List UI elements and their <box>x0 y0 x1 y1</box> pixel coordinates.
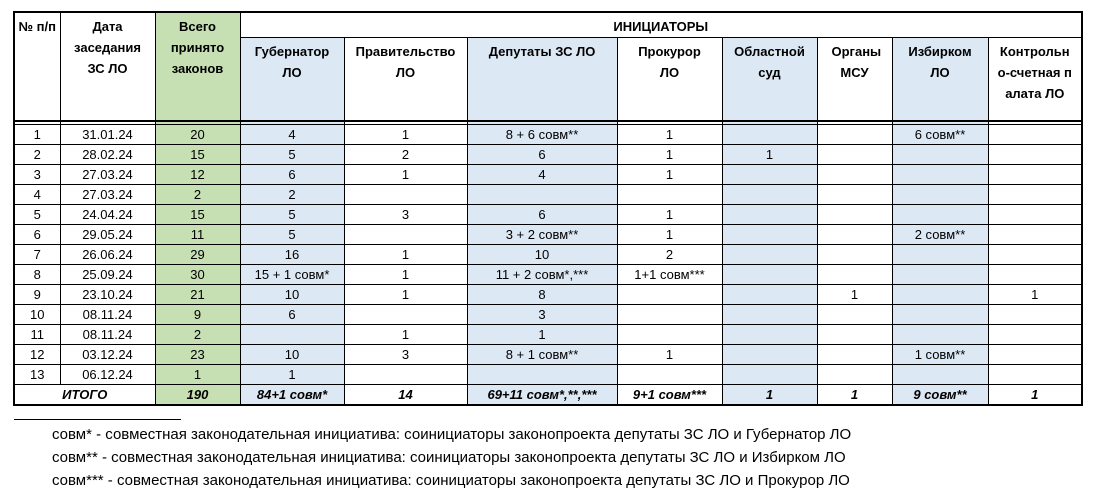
cell-court <box>722 205 817 225</box>
cell-msu <box>817 325 892 345</box>
cell-kspalata <box>988 365 1082 385</box>
cell-government <box>344 225 467 245</box>
cell-government <box>344 185 467 205</box>
cell-msu <box>817 205 892 225</box>
cell-court <box>722 265 817 285</box>
laws-table <box>13 11 1083 406</box>
cell-date: 08.11.24 <box>60 305 155 325</box>
cell-izbirkom <box>892 245 988 265</box>
cell-government <box>344 305 467 325</box>
cell-total: 2 <box>155 325 240 345</box>
cell-total: 30 <box>155 265 240 285</box>
cell-msu <box>817 185 892 205</box>
header-izbirkom: Избирком ЛО <box>892 38 988 122</box>
totals-deputies: 69+11 совм*,**,*** <box>467 385 617 406</box>
cell-prosecutor <box>617 185 722 205</box>
cell-court: 1 <box>722 145 817 165</box>
cell-kspalata <box>988 225 1082 245</box>
cell-court <box>722 125 817 145</box>
cell-date: 25.09.24 <box>60 265 155 285</box>
cell-date: 08.11.24 <box>60 325 155 345</box>
cell-deputies <box>467 365 617 385</box>
cell-num: 3 <box>14 165 60 185</box>
cell-izbirkom <box>892 205 988 225</box>
cell-governor: 15 + 1 совм* <box>240 265 344 285</box>
cell-government: 3 <box>344 345 467 365</box>
table-row <box>14 125 1082 145</box>
cell-kspalata <box>988 325 1082 345</box>
header-court: Областной суд <box>722 38 817 122</box>
cell-num: 4 <box>14 185 60 205</box>
header-kspalata: Контрольн о-счетная палата ЛО <box>988 38 1082 122</box>
cell-num: 9 <box>14 285 60 305</box>
totals-label: ИТОГО <box>14 385 155 406</box>
table-row <box>14 245 1082 265</box>
cell-num: 8 <box>14 265 60 285</box>
cell-governor: 6 <box>240 305 344 325</box>
cell-kspalata: 1 <box>988 285 1082 305</box>
cell-msu <box>817 265 892 285</box>
totals-kspalata: 1 <box>988 385 1082 406</box>
cell-izbirkom <box>892 365 988 385</box>
cell-prosecutor: 2 <box>617 245 722 265</box>
cell-izbirkom <box>892 265 988 285</box>
cell-governor: 6 <box>240 165 344 185</box>
table-row <box>14 285 1082 305</box>
table-row <box>14 165 1082 185</box>
cell-kspalata <box>988 125 1082 145</box>
table-row <box>14 265 1082 285</box>
totals-government: 14 <box>344 385 467 406</box>
header-governor: Губернатор ЛО <box>240 38 344 122</box>
cell-deputies: 6 <box>467 205 617 225</box>
cell-date: 03.12.24 <box>60 345 155 365</box>
header-date: Дата заседания ЗС ЛО <box>60 12 155 121</box>
cell-deputies: 1 <box>467 325 617 345</box>
cell-izbirkom <box>892 305 988 325</box>
cell-date: 24.04.24 <box>60 205 155 225</box>
cell-court <box>722 165 817 185</box>
header-initiators: ИНИЦИАТОРЫ <box>240 12 1082 38</box>
cell-num: 5 <box>14 205 60 225</box>
cell-izbirkom <box>892 325 988 345</box>
cell-court <box>722 305 817 325</box>
cell-num: 6 <box>14 225 60 245</box>
cell-deputies: 8 + 6 совм** <box>467 125 617 145</box>
table-row <box>14 205 1082 225</box>
cell-prosecutor <box>617 325 722 345</box>
cell-governor: 10 <box>240 345 344 365</box>
cell-msu <box>817 145 892 165</box>
cell-msu <box>817 165 892 185</box>
cell-total: 21 <box>155 285 240 305</box>
cell-total: 2 <box>155 185 240 205</box>
cell-deputies: 10 <box>467 245 617 265</box>
cell-court <box>722 245 817 265</box>
cell-prosecutor: 1+1 совм*** <box>617 265 722 285</box>
table-row <box>14 325 1082 345</box>
header-prosecutor: Прокурор ЛО <box>617 38 722 122</box>
totals-governor: 84+1 совм* <box>240 385 344 406</box>
cell-prosecutor: 1 <box>617 145 722 165</box>
cell-court <box>722 285 817 305</box>
cell-kspalata <box>988 265 1082 285</box>
cell-governor <box>240 325 344 345</box>
cell-deputies: 4 <box>467 165 617 185</box>
cell-date: 27.03.24 <box>60 165 155 185</box>
cell-kspalata <box>988 145 1082 165</box>
cell-num: 1 <box>14 125 60 145</box>
table-row <box>14 225 1082 245</box>
cell-governor: 5 <box>240 205 344 225</box>
cell-total: 29 <box>155 245 240 265</box>
cell-date: 23.10.24 <box>60 285 155 305</box>
cell-government: 3 <box>344 205 467 225</box>
footnote-2: совм** - совместная законодательная инициатива: соинициаторы законопроекта депутаты ЗС ЛО и Избирком ЛО <box>52 449 846 466</box>
cell-prosecutor: 1 <box>617 125 722 145</box>
header-msu: Органы МСУ <box>817 38 892 122</box>
cell-government <box>344 365 467 385</box>
totals-row <box>14 385 1082 406</box>
totals-total: 190 <box>155 385 240 406</box>
totals-msu: 1 <box>817 385 892 406</box>
cell-governor: 5 <box>240 225 344 245</box>
table-row <box>14 185 1082 205</box>
cell-kspalata <box>988 245 1082 265</box>
cell-deputies: 3 + 2 совм** <box>467 225 617 245</box>
header-total: Всего принято законов <box>155 12 240 121</box>
cell-date: 28.02.24 <box>60 145 155 165</box>
cell-total: 23 <box>155 345 240 365</box>
cell-izbirkom <box>892 185 988 205</box>
cell-court <box>722 365 817 385</box>
table-row <box>14 345 1082 365</box>
cell-government: 1 <box>344 165 467 185</box>
totals-prosecutor: 9+1 совм*** <box>617 385 722 406</box>
cell-msu <box>817 225 892 245</box>
cell-num: 7 <box>14 245 60 265</box>
cell-kspalata <box>988 185 1082 205</box>
cell-government: 1 <box>344 125 467 145</box>
cell-total: 1 <box>155 365 240 385</box>
cell-court <box>722 225 817 245</box>
cell-court <box>722 345 817 365</box>
cell-governor: 2 <box>240 185 344 205</box>
cell-governor: 10 <box>240 285 344 305</box>
cell-government: 1 <box>344 265 467 285</box>
cell-izbirkom <box>892 165 988 185</box>
cell-msu <box>817 345 892 365</box>
cell-total: 20 <box>155 125 240 145</box>
cell-prosecutor <box>617 365 722 385</box>
cell-kspalata <box>988 165 1082 185</box>
cell-prosecutor: 1 <box>617 165 722 185</box>
footnote-3: совм*** - совместная законодательная инициатива: соинициаторы законопроекта депутаты ЗС ЛО и Прокурор ЛО <box>52 472 850 489</box>
cell-government: 1 <box>344 325 467 345</box>
cell-num: 13 <box>14 365 60 385</box>
cell-izbirkom: 2 совм** <box>892 225 988 245</box>
cell-kspalata <box>988 205 1082 225</box>
cell-government: 1 <box>344 245 467 265</box>
cell-governor: 1 <box>240 365 344 385</box>
cell-prosecutor: 1 <box>617 345 722 365</box>
cell-date: 27.03.24 <box>60 185 155 205</box>
cell-deputies: 8 <box>467 285 617 305</box>
cell-deputies <box>467 185 617 205</box>
cell-governor: 16 <box>240 245 344 265</box>
cell-total: 12 <box>155 165 240 185</box>
cell-date: 26.06.24 <box>60 245 155 265</box>
cell-msu: 1 <box>817 285 892 305</box>
footnote-1: совм* - совместная законодательная инициатива: соинициаторы законопроекта депутаты ЗС ЛО и Губернатор ЛО <box>52 426 852 443</box>
cell-government: 2 <box>344 145 467 165</box>
cell-izbirkom: 1 совм** <box>892 345 988 365</box>
cell-date: 29.05.24 <box>60 225 155 245</box>
cell-date: 31.01.24 <box>60 125 155 145</box>
cell-governor: 4 <box>240 125 344 145</box>
cell-kspalata <box>988 305 1082 325</box>
cell-num: 2 <box>14 145 60 165</box>
header-num: № п/п <box>14 12 60 121</box>
cell-kspalata <box>988 345 1082 365</box>
cell-msu <box>817 305 892 325</box>
table-row <box>14 305 1082 325</box>
cell-deputies: 8 + 1 совм** <box>467 345 617 365</box>
cell-date: 06.12.24 <box>60 365 155 385</box>
cell-government: 1 <box>344 285 467 305</box>
cell-msu <box>817 125 892 145</box>
cell-izbirkom <box>892 285 988 305</box>
cell-court <box>722 185 817 205</box>
cell-total: 15 <box>155 205 240 225</box>
cell-total: 9 <box>155 305 240 325</box>
cell-prosecutor <box>617 305 722 325</box>
footnote-separator <box>14 419 181 420</box>
cell-izbirkom: 6 совм** <box>892 125 988 145</box>
header-deputies: Депутаты ЗС ЛО <box>467 38 617 122</box>
cell-court <box>722 325 817 345</box>
table-row <box>14 145 1082 165</box>
cell-total: 11 <box>155 225 240 245</box>
table-row <box>14 365 1082 385</box>
cell-izbirkom <box>892 145 988 165</box>
cell-deputies: 11 + 2 совм*,*** <box>467 265 617 285</box>
totals-court: 1 <box>722 385 817 406</box>
cell-total: 15 <box>155 145 240 165</box>
cell-prosecutor: 1 <box>617 225 722 245</box>
cell-deputies: 3 <box>467 305 617 325</box>
cell-governor: 5 <box>240 145 344 165</box>
cell-prosecutor: 1 <box>617 205 722 225</box>
cell-prosecutor <box>617 285 722 305</box>
cell-num: 12 <box>14 345 60 365</box>
totals-izbirkom: 9 совм** <box>892 385 988 406</box>
cell-msu <box>817 245 892 265</box>
cell-deputies: 6 <box>467 145 617 165</box>
header-government: Правительство ЛО <box>344 38 467 122</box>
cell-msu <box>817 365 892 385</box>
cell-num: 11 <box>14 325 60 345</box>
cell-num: 10 <box>14 305 60 325</box>
